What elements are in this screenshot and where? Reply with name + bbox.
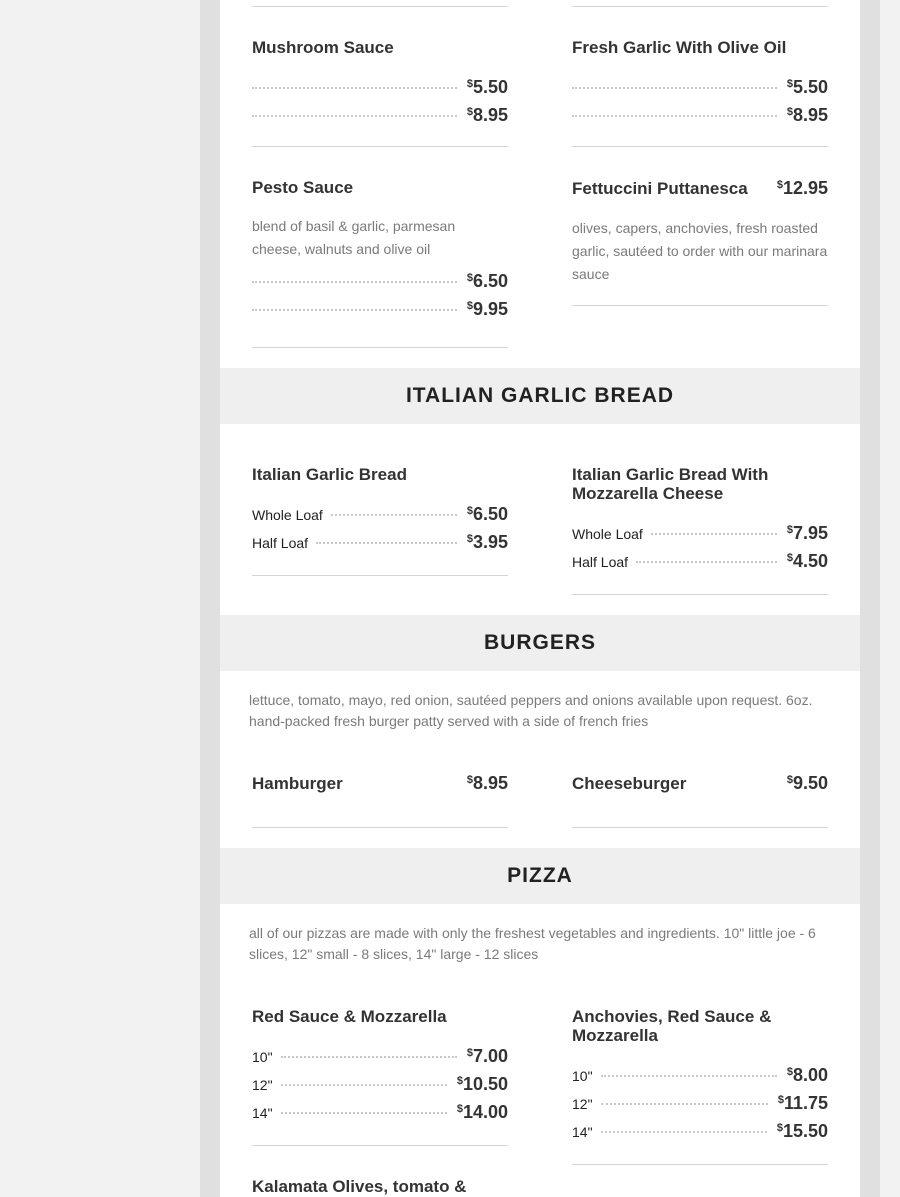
- price: $3.95: [466, 532, 508, 552]
- menu-item-cheeseburger: [572, 773, 828, 794]
- section-header-pizza: [220, 848, 860, 904]
- price-row: [572, 523, 828, 551]
- price: $5.50: [466, 77, 508, 97]
- price: $12.95: [776, 178, 828, 198]
- section-title: BURGERS: [483, 631, 596, 654]
- divider: [252, 1145, 508, 1146]
- divider: [572, 827, 828, 828]
- section-header-garlic-bread: [220, 368, 860, 424]
- divider: [252, 6, 508, 7]
- price: $14.00: [456, 1102, 508, 1122]
- menu-item-pesto-sauce: [252, 178, 508, 327]
- left-background: [0, 0, 200, 1197]
- item-name: Fettuccini Puttanesca: [572, 179, 748, 198]
- item-description: olives, capers, anchovies, fresh roasted garlic, sautéed to order with our marinara sauce: [572, 220, 828, 282]
- divider: [572, 305, 828, 306]
- price: $10.50: [456, 1074, 508, 1094]
- item-name: Pesto Sauce: [252, 178, 354, 197]
- price: $15.50: [776, 1121, 828, 1141]
- item-name: Mushroom Sauce: [252, 38, 394, 57]
- menu-item-garlic-bread-mozzarella: [572, 465, 828, 579]
- size-label: 14": [252, 1105, 273, 1121]
- price-row: [252, 299, 508, 327]
- price-row: [252, 1102, 508, 1130]
- section-title: PIZZA: [507, 864, 573, 887]
- item-name: Italian Garlic Bread With Mozzarella Cheese: [572, 465, 769, 503]
- price: $7.00: [466, 1046, 508, 1066]
- dot-leader: [572, 115, 777, 117]
- item-name: Italian Garlic Bread: [252, 465, 407, 484]
- divider: [252, 827, 508, 828]
- size-label: Whole Loaf: [252, 507, 323, 523]
- dot-leader: [331, 514, 457, 516]
- price: $6.50: [466, 271, 508, 291]
- section-header-burgers: [220, 615, 860, 671]
- dot-leader: [281, 1112, 447, 1114]
- menu-item-fresh-garlic: [572, 38, 828, 133]
- divider: [252, 347, 508, 348]
- item-name: Red Sauce & Mozzarella: [252, 1007, 447, 1026]
- dot-leader: [252, 281, 457, 283]
- divider: [252, 575, 508, 576]
- divider: [572, 6, 828, 7]
- size-label: Whole Loaf: [572, 526, 643, 542]
- price: $9.50: [786, 773, 828, 793]
- size-label: 10": [252, 1049, 273, 1065]
- price-row: [572, 77, 828, 105]
- item-name: Fresh Garlic With Olive Oil: [572, 38, 787, 57]
- size-label: 12": [252, 1077, 273, 1093]
- price-row: [252, 77, 508, 105]
- menu-item-red-sauce-mozzarella: [252, 1007, 508, 1130]
- right-background: [880, 0, 900, 1197]
- divider: [572, 1164, 828, 1165]
- size-label: 14": [572, 1124, 593, 1140]
- price: $6.50: [466, 504, 508, 524]
- menu-item-kalamata-olives: [252, 1177, 508, 1196]
- price-row: [252, 105, 508, 133]
- menu-item-italian-garlic-bread: [252, 465, 508, 560]
- dot-leader: [601, 1103, 768, 1105]
- item-name: Anchovies, Red Sauce & Mozzarella: [572, 1007, 772, 1045]
- dot-leader: [281, 1056, 457, 1058]
- section-title: ITALIAN GARLIC BREAD: [405, 384, 675, 407]
- divider: [572, 146, 828, 147]
- item-name: Kalamata Olives, tomato &: [252, 1177, 467, 1196]
- dot-leader: [252, 309, 457, 311]
- dot-leader: [601, 1075, 777, 1077]
- menu-item-anchovies-red-sauce: [572, 1007, 828, 1149]
- price-row: [252, 1046, 508, 1074]
- menu-item-mushroom-sauce: [252, 38, 508, 133]
- item-name: Hamburger: [252, 774, 343, 793]
- dot-leader: [252, 87, 457, 89]
- menu-item-fettuccini-puttanesca: [572, 178, 828, 286]
- dot-leader: [316, 542, 457, 544]
- section-description: all of our pizzas are made with only the freshest vegetables and ingredients. 10" little joe - 6 slices, 12" small - 8 slices, 14" large - 12 slices: [249, 925, 816, 962]
- section-description: lettuce, tomato, mayo, red onion, sautéed peppers and onions available upon request. 6oz. hand-packed fresh burger patty served with a side of french fries: [249, 692, 813, 729]
- divider: [572, 594, 828, 595]
- price-row: [572, 1093, 828, 1121]
- price-row: [252, 1074, 508, 1102]
- price: $8.95: [466, 773, 508, 793]
- price-row: [252, 271, 508, 299]
- price-row: [572, 1065, 828, 1093]
- size-label: Half Loaf: [252, 535, 309, 551]
- price: $8.00: [786, 1065, 828, 1085]
- price: $11.75: [777, 1093, 828, 1113]
- size-label: 12": [572, 1096, 593, 1112]
- dot-leader: [601, 1131, 767, 1133]
- item-name: Cheeseburger: [572, 774, 687, 793]
- price-row: [252, 532, 508, 560]
- price-row: [572, 551, 828, 579]
- price-row: [572, 1121, 828, 1149]
- price: $8.95: [466, 105, 508, 125]
- price: $5.50: [786, 77, 828, 97]
- price-row: [572, 105, 828, 133]
- price: $7.95: [786, 523, 828, 543]
- price: $4.50: [786, 551, 828, 571]
- size-label: 10": [572, 1068, 593, 1084]
- dot-leader: [252, 115, 457, 117]
- size-label: Half Loaf: [572, 554, 629, 570]
- price-row: [252, 504, 508, 532]
- menu-item-hamburger: [252, 773, 508, 794]
- divider: [252, 146, 508, 147]
- dot-leader: [572, 87, 777, 89]
- price: $9.95: [466, 299, 508, 319]
- item-description: blend of basil & garlic, parmesan cheese, walnuts and olive oil: [252, 218, 456, 257]
- price: $8.95: [786, 105, 828, 125]
- dot-leader: [281, 1084, 447, 1086]
- dot-leader: [636, 561, 777, 563]
- dot-leader: [651, 533, 777, 535]
- menu-page: [220, 0, 860, 1197]
